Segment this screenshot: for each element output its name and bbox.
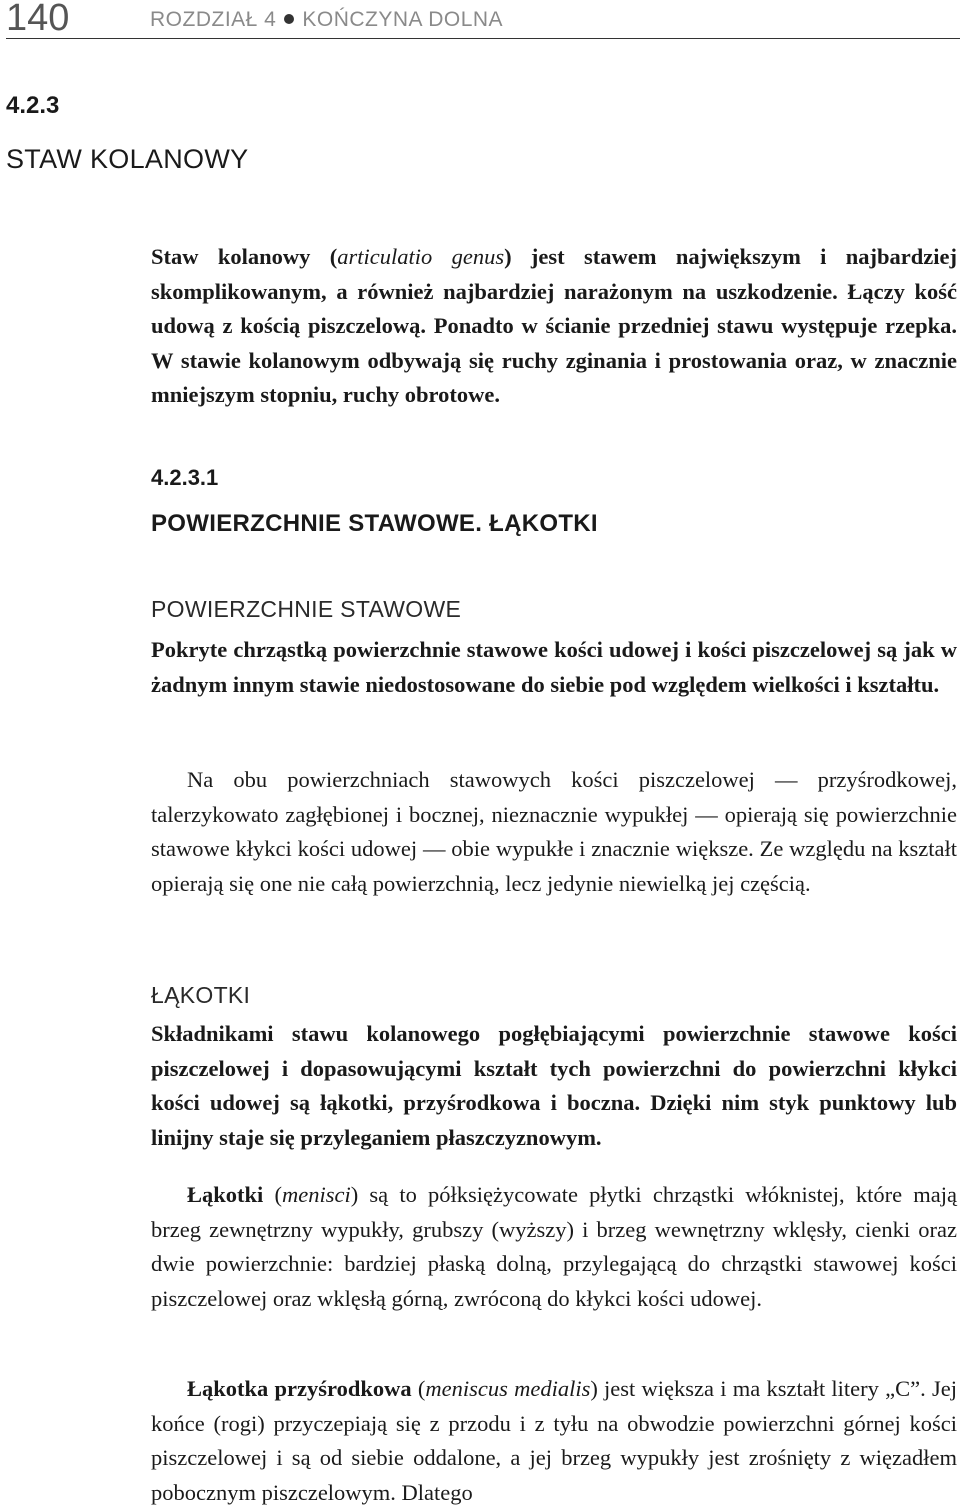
intro-paragraph: Staw kolanowy (articulatio genus) jest stawem największym i najbardziej skomplikowanym, a również najbardziej narażonym na uszkodzenie. Łączy kość udową z kością piszczelową. Ponadto w ścianie przedniej stawu występuje rzepka. W stawie kolanowym odbywają się ruchy zginania i prostowania oraz, w znacznie mniejszym stopniu, ruchy obrotowe. [151, 244, 957, 407]
section-title: STAW KOLANOWY [6, 144, 249, 174]
menisci-bold-paragraph: Składnikami stawu kolanowego pogłębiającymi powierzchnie stawowe kości piszczelowej i dopasowującymi kształt tych powierzchni do powierzchni kłykci kości udowej są łąkotki, przyśrodkowa i boczna. Dzięki nim styk punktowy lub linijny staje się przyleganiem płaszczyznowym. [151, 1021, 957, 1150]
bullet-separator-icon [284, 14, 294, 24]
subsection-title: POWIERZCHNIE STAWOWE. ŁĄKOTKI [151, 510, 598, 537]
medial-meniscus-paragraph: Łąkotka przyśrodkowa (meniscus medialis) jest większa i ma kształt litery „C”. Jej końce (rogi) przyczepiają się z przodu i z tyłu na obwodzie powierzchni górnej kości piszczelowej i są od siebie oddalone, a jej brzeg wypukły jest zrośnięty z więzadłem pobocznym piszczelowym. Dlatego [151, 1376, 957, 1505]
menisci-heading: ŁĄKOTKI [151, 982, 251, 1008]
chapter-title: KOŃCZYNA DOLNA [302, 8, 504, 31]
surfaces-heading: POWIERZCHNIE STAWOWE [151, 596, 462, 622]
surfaces-bold-paragraph: Pokryte chrząstką powierzchnie stawowe kości udowej i kości piszczelowej są jak w żadnym innym stawie niedostosowane do siebie pod względem wielkości i kształtu. [151, 637, 957, 697]
surfaces-paragraph: Na obu powierzchniach stawowych kości piszczelowej — przyśrodkowej, talerzykowato zagłębionej i bocznej, nieznacznie wypukłej — opierają się powierzchnie stawowe kłykci kości udowej — obie wypukłe i znacznie większe. Ze względu na kształt opierają się one nie całą powierzchnią, lecz jedynie niewielką jej częścią. [151, 767, 957, 896]
running-header [150, 8, 503, 32]
subsection-number: 4.2.3.1 [151, 465, 219, 490]
page-header [6, 0, 960, 39]
section-number: 4.2.3 [6, 92, 60, 119]
menisci-definition-paragraph: Łąkotki (menisci) są to półksiężycowate płytki chrząstki włóknistej, które mają brzeg zewnętrzny wypukły, grubszy (wyższy) i brzeg wewnętrzny wklęsły, cienki oraz dwie powierzchnie: bardziej płaską dolną, przylegającą do chrząstki stawowej kości piszczelowej oraz wklęsłą górną, zwróconą do kłykci kości udowej. [151, 1182, 957, 1311]
page-number: 140 [6, 0, 70, 39]
chapter-label: ROZDZIAŁ 4 [150, 8, 277, 31]
